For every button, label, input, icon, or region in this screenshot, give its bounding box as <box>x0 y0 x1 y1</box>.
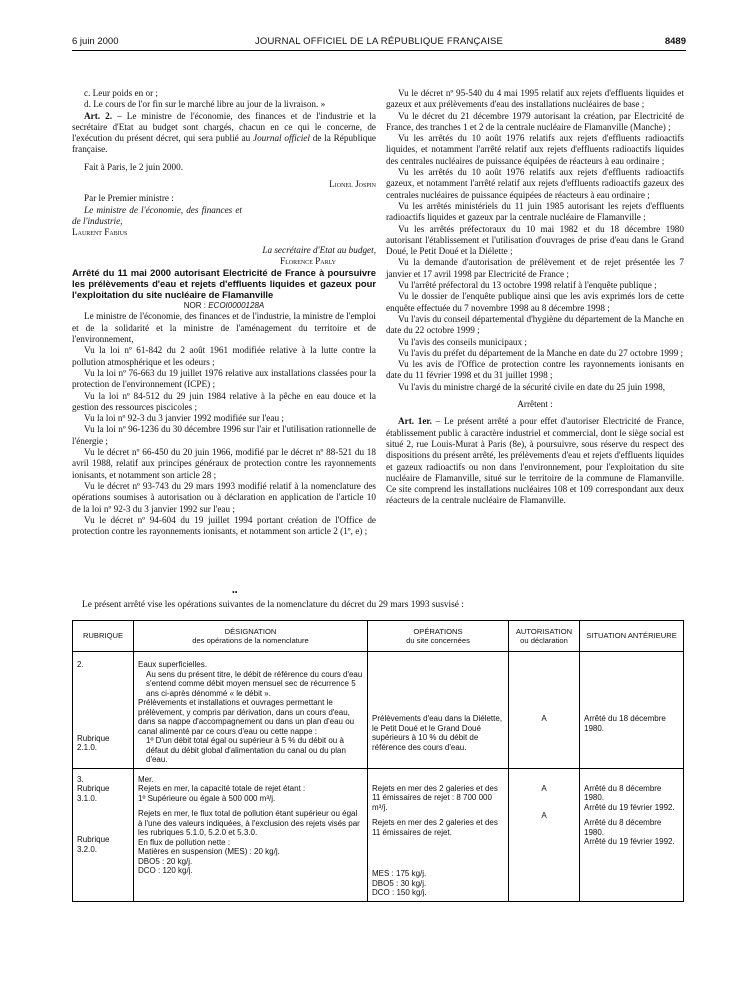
designation-item: DBO5 : 20 kg/j. <box>138 856 193 866</box>
item-c: c. Leur poids en or ; <box>84 88 158 98</box>
visa-paragraph: Vu le décret nº 93-743 du 29 mars 1993 modifié relatif à la nomenclature des opérations soumises à autorisation ou à déclaration en application de l'article 10 de la loi nº 92-3 du 3 janvier 1992 sur l'eau ; <box>72 480 376 514</box>
nor-label: NOR : <box>183 301 209 311</box>
secretaire-budget-name: Florence Parly <box>280 255 336 266</box>
col-header-situation-label: SITUATION ANTÉRIEURE <box>586 631 677 641</box>
page-header <box>72 36 686 51</box>
section-number: 2. <box>77 660 84 669</box>
signature-premier-ministre: Lionel Jospin <box>329 179 376 190</box>
col-header-operations-sub: du site concernées <box>406 636 470 645</box>
operations-text: Rejets en mer des 2 galeries et des 11 émissaires de rejet : 8 700 000 m³/j. <box>372 783 498 812</box>
article-1 <box>386 416 684 506</box>
visa-paragraph: Vu l'avis du préfet du département de la Manche en date du 27 octobre 1999 ; <box>398 347 684 358</box>
rubrique-cell <box>73 768 134 901</box>
designation-item: 1º Supérieure ou égale à 500 000 m³/j. <box>138 793 276 803</box>
nor-reference <box>72 300 376 311</box>
col-header-autorisation-sub: ou déclaration <box>520 636 568 645</box>
visa-paragraph: Vu la loi nº 96-1236 du 30 décembre 1996 sur l'air et l'utilisation rationnelle de l'énergie ; <box>72 424 376 446</box>
rubrique-cell <box>73 652 134 769</box>
right-column <box>386 88 684 507</box>
arrete-title: Arrêté du 11 mai 2000 autorisant Electricité de France à poursuivre les prélèvements d'eau et rejets d'effluents liquides et gazeux pour l'exploitation du site nucléaire de Flamanville <box>72 267 376 301</box>
visa-paragraph: Vu le dossier de l'enquête publique ainsi que les avis exprimés lors de cette enquête effectuée du 7 novembre 1998 au 8 décembre 1998 ; <box>386 291 684 313</box>
situation-text: Arrêté du 19 février 1992. <box>584 802 675 812</box>
situation-cell <box>580 652 684 769</box>
designation-cell <box>134 652 368 769</box>
designation-text: Rejets en mer, le flux total de pollution étant supérieur ou égal à l'une des valeurs indiquées, à l'exclusion des rejets visés par les rubriques 5.1.0, 5.2.0 et 5.3.0. <box>138 809 360 837</box>
situation-cell <box>580 768 684 901</box>
visa-paragraph: Vu les arrêtés du 10 août 1976 relatifs aux rejets d'effluents radioactifs liquides, et notamment l'arrêté relatif aux rejets d'effluents radioactifs liquides des centrales nucléaires de puissance équipées de réacteurs à eau ordinaire ; <box>386 133 684 166</box>
visa-paragraph: Vu les arrêtés du 10 août 1976 relatifs aux rejets d'effluents radioactifs gazeux, et notamment l'arrêté relatif aux rejets d'effluents radioactifs gazeux des centrales nucléaires de puissance équipées de réacteurs à eau ordinaire ; <box>386 167 684 200</box>
autorisation-value: A <box>541 783 547 793</box>
left-column <box>72 88 376 537</box>
designation-cell <box>134 768 368 901</box>
visa-paragraph: Vu le décret nº 66-450 du 20 juin 1966, modifié par le décret nº 88-521 du 18 avril 1988, relatif aux principes généraux de protection contre les rayonnements ionisants, et notamment son article 28 ; <box>72 447 376 480</box>
visa-paragraph: Vu la loi nº 92-3 du 3 janvier 1992 modifiée sur l'eau ; <box>84 413 284 424</box>
col-header-operations <box>368 621 509 652</box>
secretaire-budget-title: La secrétaire d'Etat au budget, <box>262 244 376 255</box>
rubrique-code: Rubrique 2.1.0. <box>77 733 110 752</box>
situation-text: Arrêté du 19 février 1992. <box>584 837 675 846</box>
visa-paragraph: Vu les arrêtés ministériels du 11 juin 1985 autorisant les rejets d'effluents radioactifs liquides et gazeux par la centrale nucléaire de Flamanville ; <box>386 200 684 223</box>
visa-paragraph: Vu l'arrêté préfectoral du 13 octobre 1998 relatif à l'enquête publique ; <box>398 280 657 291</box>
designation-text: En flux de pollution nette : <box>138 837 231 847</box>
autorisation-value: A <box>541 811 547 820</box>
col-header-designation-sub: des opérations de la nomenclature <box>192 636 309 645</box>
autorisation-value: A <box>541 714 547 723</box>
journal-officiel-ref: Journal officiel <box>253 133 310 144</box>
situation-text: Arrêté du 8 décembre 1980. <box>584 818 662 837</box>
autorisation-cell <box>509 652 580 769</box>
visa-paragraph: Vu le décret du 21 décembre 1979 autorisant la création, par Electricité de France, des tranches 1 et 2 de la centrale nucléaire de Flamanville (Manche) ; <box>386 110 684 132</box>
visa-paragraph: Vu l'avis des conseils municipaux ; <box>398 336 527 347</box>
operations-cell <box>368 768 509 901</box>
rubrique-code: Rubrique 3.1.0. <box>77 784 110 803</box>
col-header-designation <box>134 621 368 652</box>
header-page-number: 8489 <box>664 36 686 47</box>
visa-paragraph: Vu la loi nº 84-512 du 29 juin 1984 relative à la pêche en eau douce et la gestion des ressources piscicoles ; <box>72 390 376 412</box>
col-header-operations-label: OPÉRATIONS <box>413 626 463 636</box>
col-header-rubrique <box>73 621 134 652</box>
article-2-label: Art. 2. <box>84 110 113 121</box>
visa-paragraph: Vu les avis de l'Office de protection contre les rayonnements ionisants en date du 11 février 1998 et du 31 juillet 1998 ; <box>386 359 684 381</box>
article-1-label: Art. 1er. <box>398 416 432 427</box>
visa-paragraph: Vu la loi nº 76-663 du 19 juillet 1976 relative aux installations classées pour la protection de l'environnement (ICPE) ; <box>72 367 376 390</box>
ministre-economie-title: Le ministre de l'économie, des finances et de l'industrie, <box>72 204 242 226</box>
designation-item: Matières en suspension (MES) : 20 kg/j. <box>138 847 280 856</box>
col-header-rubrique-label: RUBRIQUE <box>82 631 124 641</box>
designation-definition: Au sens du présent titre, le débit de référence du cours d'eau s'entend comme débit moyen mensuel sec de récurrence 5 ans ci-après dénommé « le débit ». <box>146 669 363 698</box>
visa-paragraph: Vu la loi nº 61-842 du 2 août 1961 modifiée relative à la lutte contre la pollution atmosphérique et les odeurs ; <box>72 345 376 367</box>
item-d: d. Le cours de l'or fin sur le marché libre au jour de la livraison. » <box>84 99 326 110</box>
col-header-autorisation-label: AUTORISATION <box>515 626 573 636</box>
table-intro: Le présent arrêté vise les opérations suivantes de la nomenclature du décret du 29 mars 1993 susvisé : <box>82 600 464 610</box>
col-header-designation-label: DÉSIGNATION <box>224 626 277 636</box>
par-premier-ministre: Par le Premier ministre : <box>84 193 174 204</box>
operations-text: Rejets en mer des 2 galeries et des 11 émissaires de rejet. <box>372 818 498 837</box>
table-row <box>73 652 684 769</box>
rubrique-code: Rubrique 3.2.0. <box>77 835 110 854</box>
designation-item: DCO : 120 kg/j. <box>138 866 193 875</box>
section-title: Eaux superficielles. <box>138 660 207 669</box>
article-2-text: – Le ministre de l'économie, des finances et de l'industrie et la secrétaire d'Etat au budget sont chargés, chacun en ce qui le concerne, de l'exécution du présent décret, qui sera publié au <box>72 110 376 144</box>
header-date: 6 juin 2000 <box>72 36 119 47</box>
ministre-economie-name: Laurent Fabius <box>72 227 128 238</box>
designation-text: Prélèvements et installations et ouvrages permettant le prélèvement, y compris par dérivation, dans un cours d'eau, dans sa nappe d'accompagnement ou dans un plan d'eau ou canal alimenté par ce cours d'eau ou cette nappe : <box>138 698 355 736</box>
separator-mark: •• <box>232 588 238 597</box>
visa-paragraph: Vu les arrêtés préfectoraux du 10 mai 1982 et du 18 décembre 1980 autorisant l'établissement et l'utilisation d'ouvrages de prise d'eau dans le Grand Doué, le Petit Doué et la Diélette ; <box>386 223 684 257</box>
operations-text: Prélèvements d'eau dans la Diélette, le Petit Doué et le Grand Doué supérieurs à 10 % du débit de référence des cours d'eau. <box>372 714 503 752</box>
situation-text: Arrêté du 18 décembre 1980. <box>584 714 666 733</box>
table-header-row <box>73 621 684 652</box>
visa-paragraph: Vu l'avis du conseil départemental d'hygiène du département de la Manche en date du 22 octobre 1999 ; <box>386 313 684 336</box>
autorisation-cell <box>509 768 580 901</box>
visa-paragraph: Vu le décret nº 95-540 du 4 mai 1995 relatif aux rejets d'effluents liquides et gazeux et aux prélèvements d'eau des installations nucléaires de base ; <box>386 88 684 110</box>
article-2 <box>72 111 376 156</box>
operations-item: DCO : 150 kg/j. <box>372 888 427 897</box>
table-row <box>73 768 684 901</box>
designation-text: Rejets en mer, la capacité totale de rejet étant : <box>138 784 306 793</box>
section-number: 3. <box>77 774 84 784</box>
visa-paragraph: Vu l'avis du ministre chargé de la sécurité civile en date du 25 juin 1998, <box>398 381 666 392</box>
article-1-text: – Le présent arrêté a pour effet d'autoriser Electricité de France, établissement public à caractère industriel et commercial, dont le siège social est situé 2, rue Louis-Murat à Paris (8e), à poursuivre, sous réserve du respect des dispositions du présent arrêté, les prélèvements d'eau et rejets d'effluents liquides et gazeux radioactifs ou non dans l'environnement, pour l'exploitation du site nucléaire de Flamanville, situé sur le territoire de la commune de Flamanville. Ce site comprend les installations nucléaires 108 et 109 correspondant aux deux réacteurs de la centrale nucléaire de Flamanville. <box>386 416 684 506</box>
nor-code: ECOI0000128A <box>208 301 265 311</box>
situation-text: Arrêté du 8 décembre 1980. <box>584 783 662 802</box>
section-title: Mer. <box>138 774 154 784</box>
fait-a-paris: Fait à Paris, le 2 juin 2000. <box>84 161 184 172</box>
header-title: JOURNAL OFFICIEL DE LA RÉPUBLIQUE FRANÇAISE <box>254 36 504 47</box>
operations-cell <box>368 652 509 769</box>
col-header-situation <box>580 621 684 652</box>
col-header-autorisation <box>509 621 580 652</box>
designation-item: 1º D'un débit total égal ou supérieur à 5 % du débit ou à défaut du débit global d'alimentation du canal ou du plan d'eau. <box>146 736 346 764</box>
visa-paragraph: Vu le décret nº 94-604 du 19 juillet 1994 portant création de l'Office de protection contre les rayonnements ionisants, et notamment son article 2 (1º, e) ; <box>72 514 376 537</box>
nomenclature-table <box>72 620 684 902</box>
article-2-text-end: de la République française. <box>72 133 377 155</box>
operations-item: DBO5 : 30 kg/j. <box>372 878 427 888</box>
visa-paragraph: Vu la demande d'autorisation de prélèvement et de rejet présentée les 7 janvier et 17 avril 1998 par Electricité de France ; <box>386 257 684 279</box>
visa-paragraph: Le ministre de l'économie, des finances et de l'industrie, la ministre de l'emploi et de la solidarité et la ministre de l'aménagement du territoire et de l'environnement, <box>72 311 376 345</box>
operations-item: MES : 175 kg/j. <box>372 869 427 878</box>
arretent-heading: Arrêtent : <box>517 399 553 410</box>
